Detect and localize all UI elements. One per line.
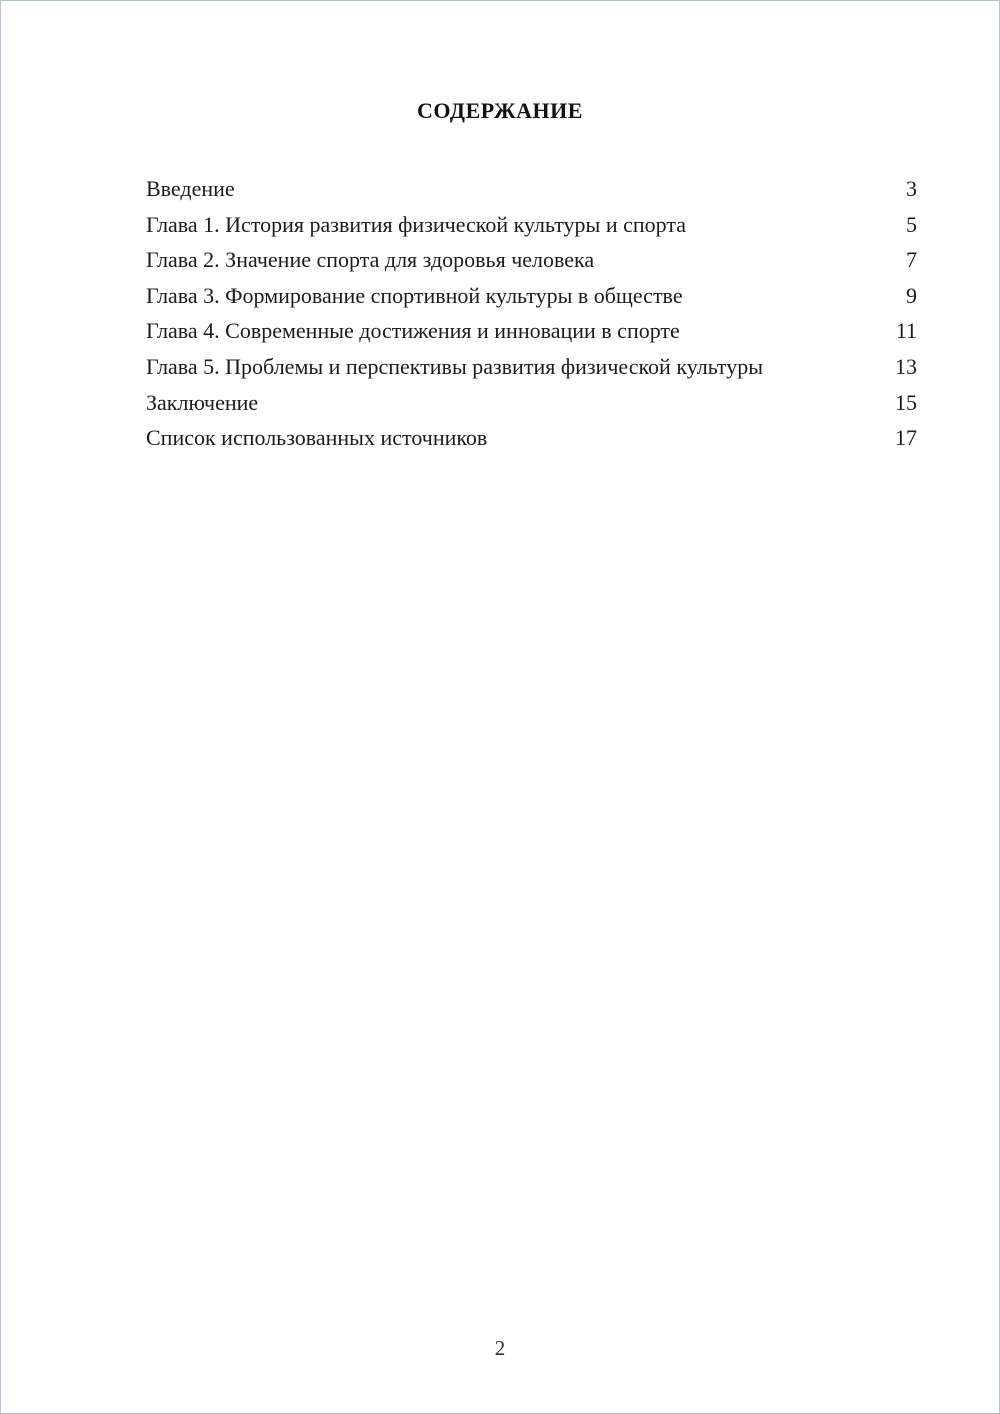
toc-entry — [146, 207, 917, 243]
toc-entry-page: 13 — [895, 353, 917, 379]
footer-page-number: 2 — [494, 1336, 506, 1360]
toc-entry — [146, 385, 917, 421]
toc-entry-page: 9 — [906, 282, 917, 308]
page-title: СОДЕРЖАНИЕ — [417, 98, 583, 123]
toc-entry-page: 3 — [906, 176, 917, 201]
toc-entry — [146, 313, 917, 349]
toc-entry-page: 15 — [895, 389, 917, 415]
toc-entry — [146, 349, 917, 385]
toc-entry-label: Глава 4. Современные достижения и инновации в спорте — [146, 318, 680, 344]
toc-entry — [146, 242, 917, 278]
toc-entry — [146, 278, 917, 314]
toc-entry-label: Глава 3. Формирование спортивной культуры в обществе — [146, 282, 683, 308]
toc-entry — [146, 420, 917, 456]
toc-entry-page: 17 — [895, 425, 917, 451]
toc-list — [146, 171, 917, 456]
toc-entry-label: Глава 1. История развития физической культуры и спорта — [146, 211, 686, 237]
toc-entry-page: 5 — [906, 211, 917, 237]
toc-entry-page: 11 — [895, 318, 917, 344]
toc-entry-label: Заключение — [146, 389, 259, 415]
toc-entry-label: Введение — [146, 176, 235, 201]
toc-entry-label: Список использованных источников — [146, 425, 488, 451]
toc-entry-label: Глава 5. Проблемы и перспективы развития физической культуры — [146, 353, 764, 379]
toc-entry — [146, 171, 917, 207]
toc-entry-page: 7 — [906, 247, 917, 273]
toc-entry-label: Глава 2. Значение спорта для здоровья человека — [146, 247, 595, 273]
